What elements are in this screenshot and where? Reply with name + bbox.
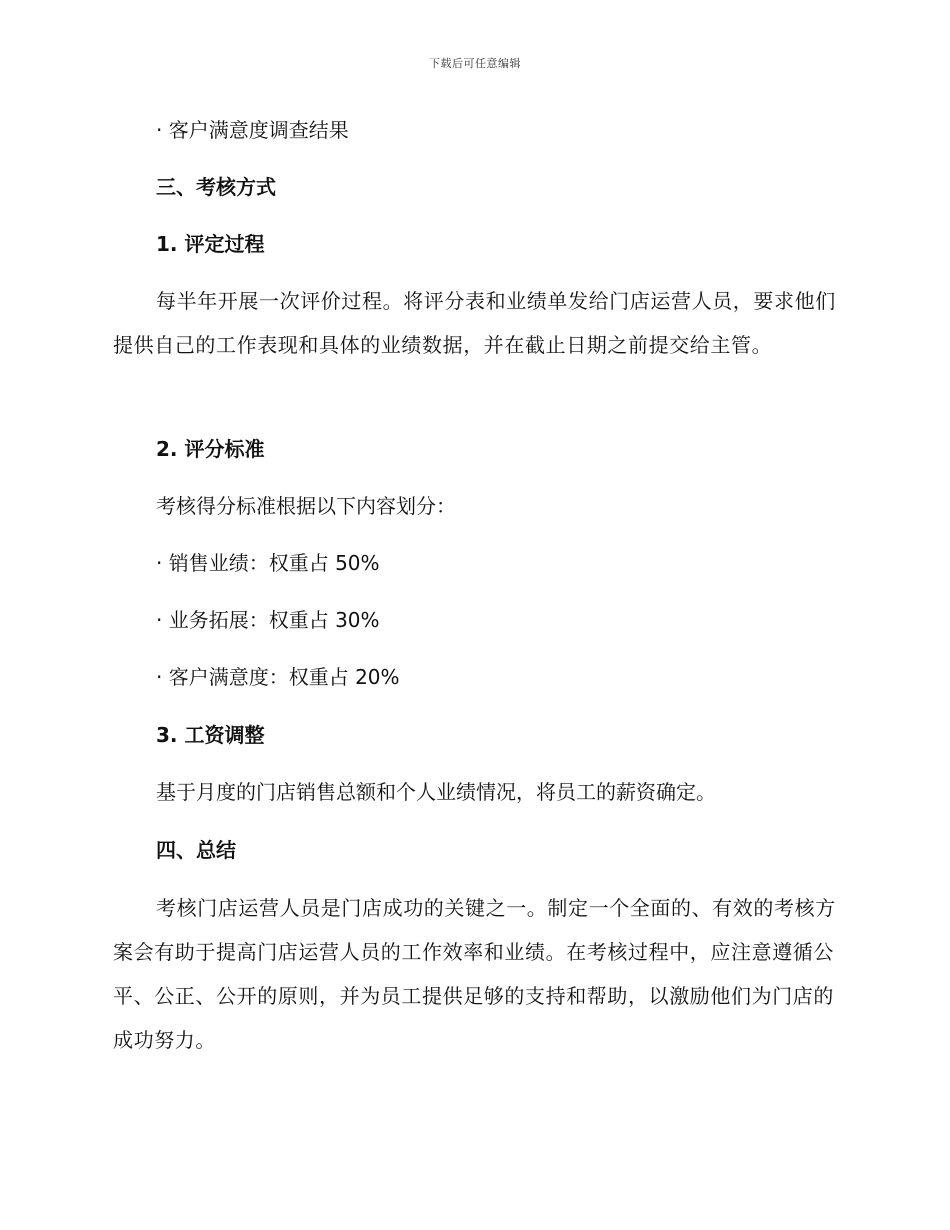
section4-body: 考核门店运营人员是门店成功的关键之一。制定一个全面的、有效的考核方案会有助于提高门店运营人员的工作效率和业绩。在考核过程中，应注意遵循公平、公正、公开的原则，并为员工提供足够的支持和帮助，以激励他们为门店的成功努力。 [113,896,836,1052]
sub2-title: 2. 评分标准 [156,437,265,461]
criteria-item: · 业务拓展：权重占 30% [156,608,380,632]
header-note: 下载后可任意编辑 [429,57,521,70]
bullet-satisfaction-results: · 客户满意度调查结果 [156,118,349,142]
sub2-intro: 考核得分标准根据以下内容划分： [156,494,456,518]
section3-title: 三、考核方式 [156,175,276,199]
sub1-body: 每半年开展一次评价过程。将评分表和业绩单发给门店运营人员，要求他们提供自己的工作表现和具体的业绩数据，并在截止日期之前提交给主管。 [113,289,836,357]
criteria-item: · 销售业绩：权重占 50% [156,551,380,575]
sub3-body: 基于月度的门店销售总额和个人业绩情况，将员工的薪资确定。 [156,780,716,804]
sub1-title: 1. 评定过程 [156,232,265,256]
section4-title: 四、总结 [156,838,236,862]
criteria-item: · 客户满意度：权重占 20% [156,665,400,689]
sub3-title: 3. 工资调整 [156,723,265,747]
